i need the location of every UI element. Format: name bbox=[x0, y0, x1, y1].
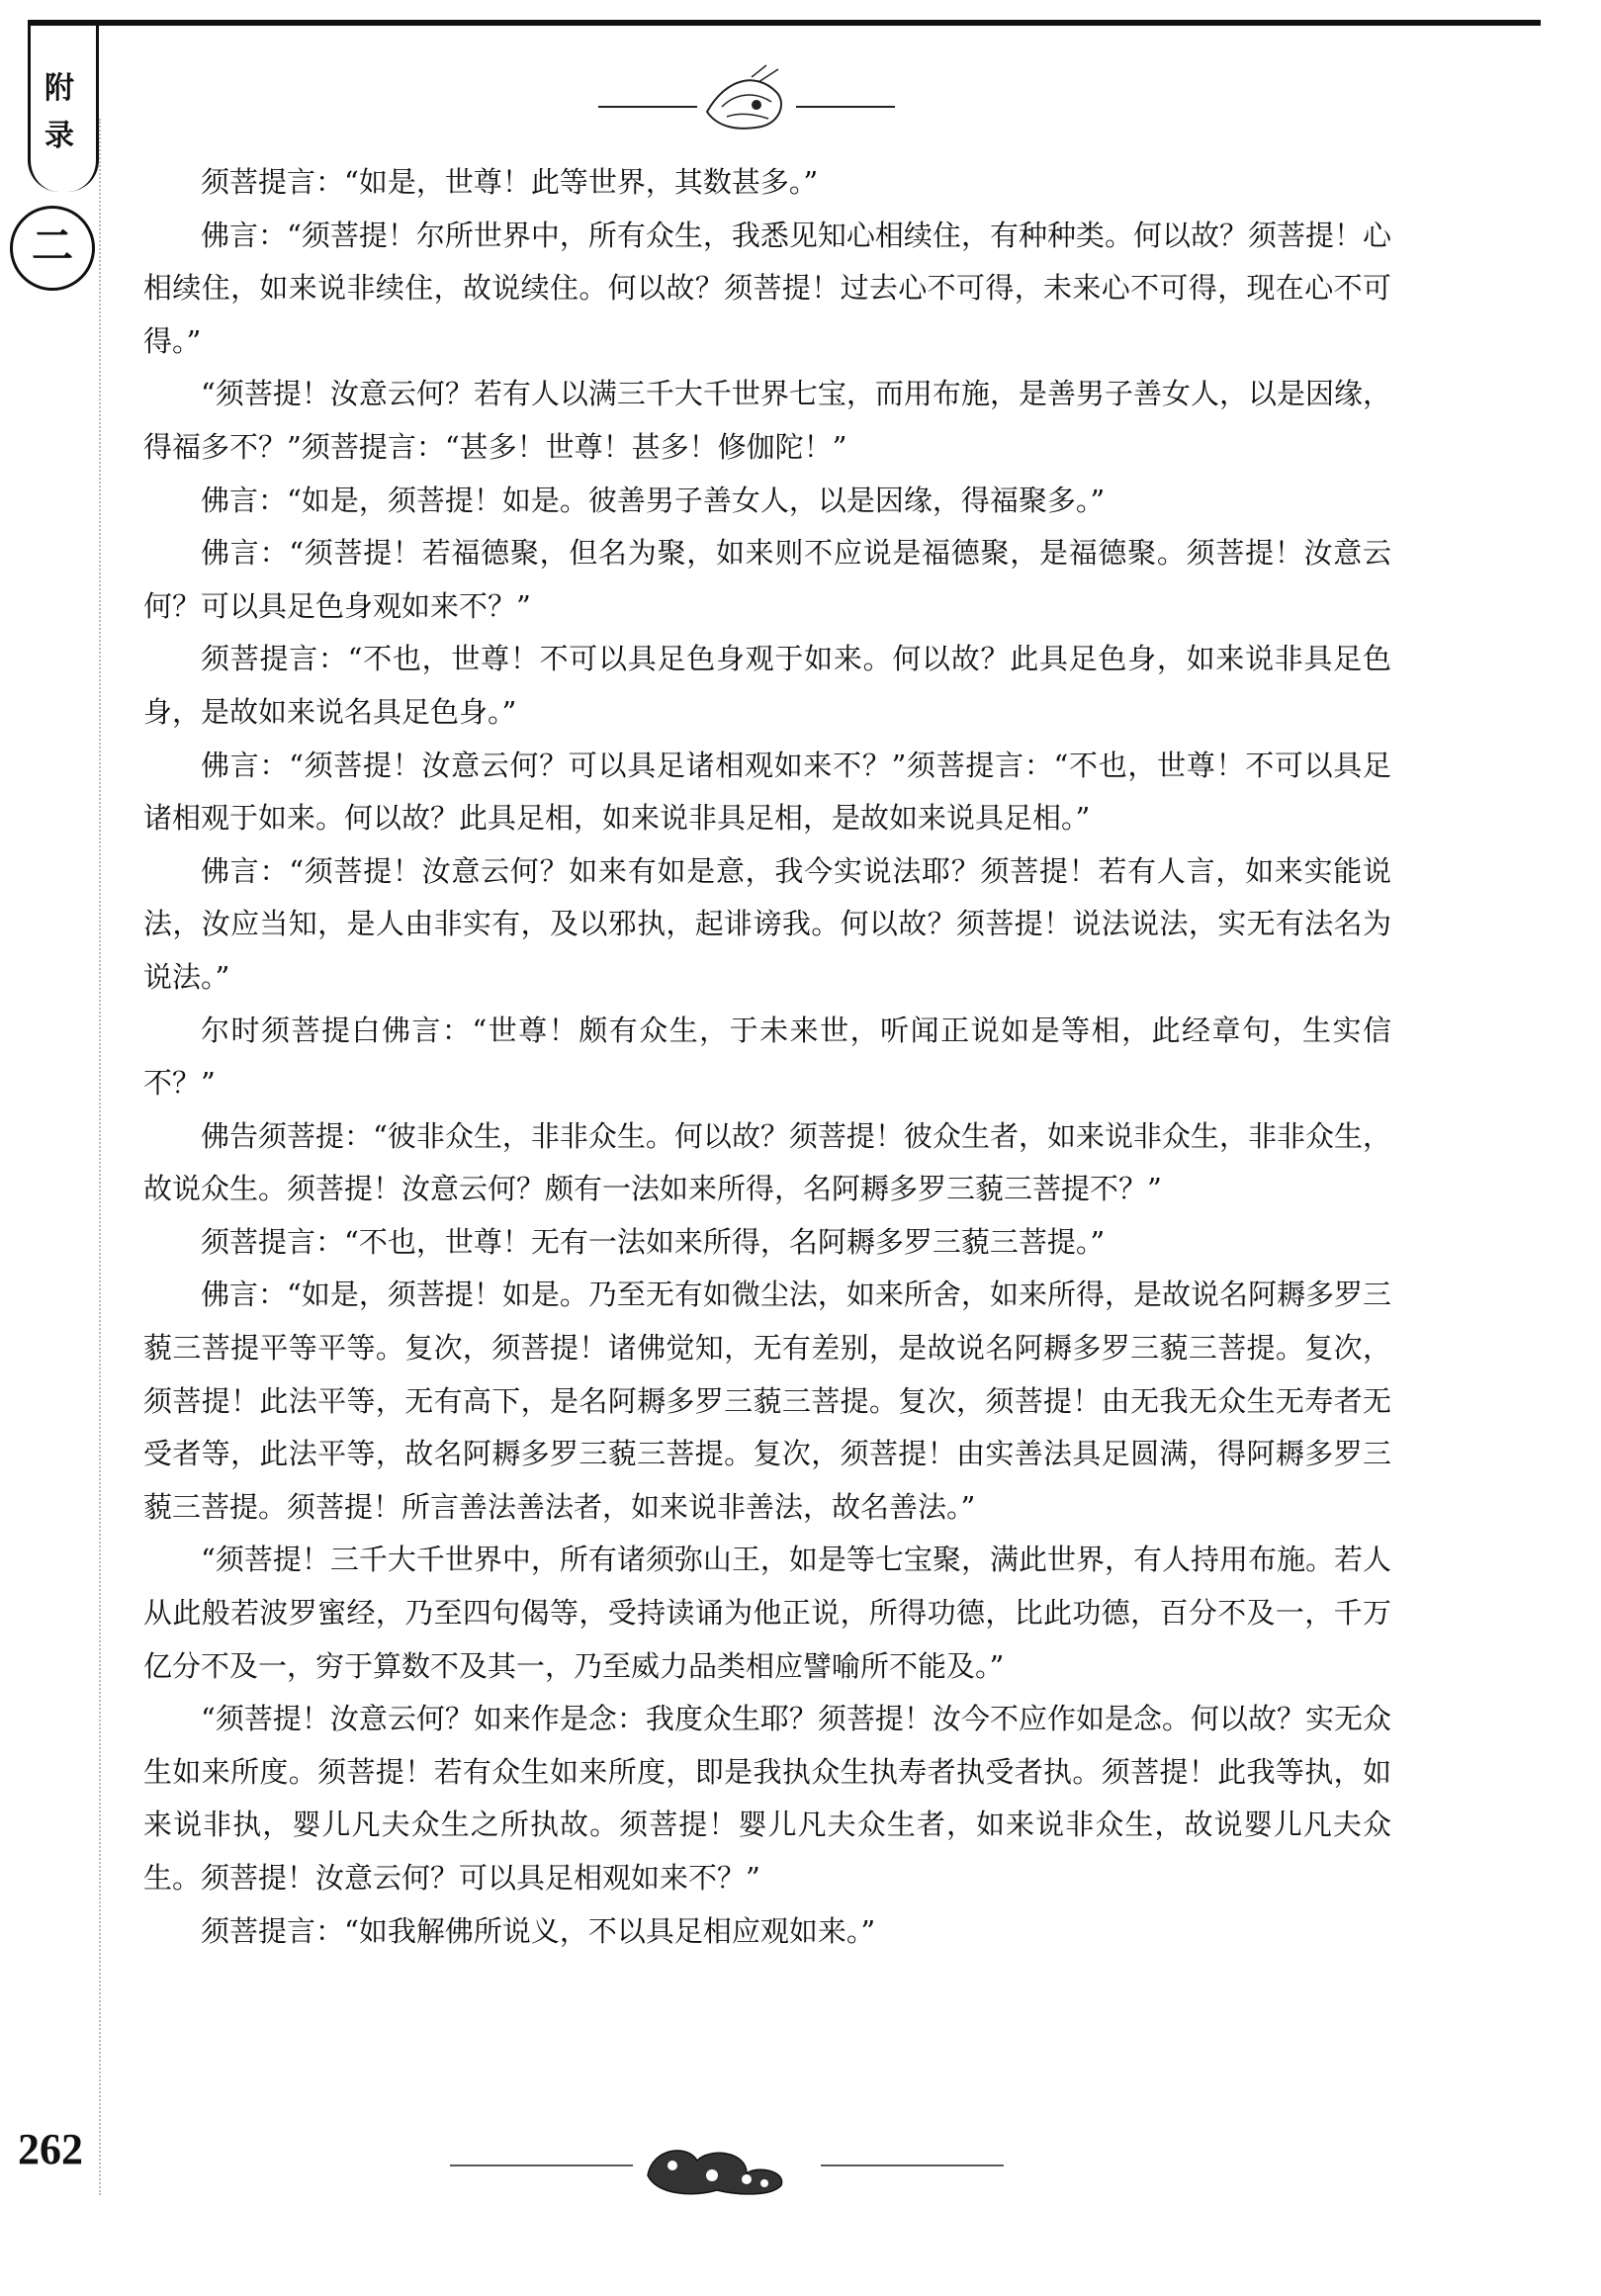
paragraph: 佛言：“须菩提！若福德聚，但名为聚，如来则不应说是福德聚，是福德聚。须菩提！汝意云何？可以具足色身观如来不？” bbox=[143, 536, 1391, 623]
paragraph: “须菩提！三千大千世界中，所有诸须弥山王，如是等七宝聚，满此世界，有人持用布施。若人从此般若波罗蜜经，乃至四句偈等，受持读诵为他正说，所得功德，比此功德，百分不及一，千万亿分不及一，穷于算数不及其一，乃至威力品类相应譬喻所不能及。” bbox=[143, 1543, 1391, 1683]
paragraph: 佛告须菩提：“彼非众生，非非众生。何以故？须菩提！彼众生者，如来说非众生，非非众生，故说众生。须菩提！汝意云何？颇有一法如来所得，名阿耨多罗三藐三菩提不？” bbox=[143, 1118, 1391, 1206]
side-tab-number: 二 bbox=[10, 206, 95, 291]
page-number: 262 bbox=[18, 2125, 83, 2173]
paragraph: 佛言：“须菩提！汝意云何？可以具足诸相观如来不？”须菩提言：“不也，世尊！不可以具足诸相观于如来。何以故？此具足相，如来说非具足相，是故如来说具足相。” bbox=[143, 748, 1391, 836]
paragraph: 须菩提言：“不也，世尊！无有一法如来所得，名阿耨多罗三藐三菩提。” bbox=[201, 1224, 1106, 1259]
paragraph: 佛言：“须菩提！尔所世界中，所有众生，我悉见知心相续住，有种种类。何以故？须菩提！心相续住，如来说非续住，故说续住。何以故？须菩提！过去心不可得，未来心不可得，现在心不可得。” bbox=[143, 218, 1391, 358]
paragraph: 佛言：“如是，须菩提！如是。乃至无有如微尘法，如来所舍，如来所得，是故说名阿耨多罗三藐三菩提平等平等。复次，须菩提！诸佛觉知，无有差别，是故说名阿耨多罗三藐三菩提。复次，须菩提！此法平等，无有高下，是名阿耨多罗三藐三菩提。复次，须菩提！由无我无众生无寿者无受者等，此法平等，故名阿耨多罗三藐三菩提。复次，须菩提！由实善法具足圆满，得阿耨多罗三藐三菩提。须菩提！所言善法善法者，如来说非善法，故名善法。” bbox=[143, 1278, 1391, 1524]
paragraph: “须菩提！汝意云何？如来作是念：我度众生耶？须菩提！汝今不应作如是念。何以故？实无众生如来所度。须菩提！若有众生如来所度，即是我执众生执寿者执受者执。须菩提！此我等执，如来说非执，婴儿凡夫众生之所执故。须菩提！婴儿凡夫众生者，如来说非众生，故说婴儿凡夫众生。须菩提！汝意云何？可以具足相观如来不？” bbox=[143, 1702, 1391, 1895]
side-tab-label: 附录 bbox=[44, 71, 74, 153]
paragraph: 佛言：“须菩提！汝意云何？如来有如是意，我今实说法耶？须菩提！若有人言，如来实能说法，汝应当知，是人由非实有，及以邪执，起诽谤我。何以故？须菩提！说法说法，实无有法名为说法。” bbox=[143, 853, 1391, 994]
margin-dotted-line bbox=[99, 119, 103, 2195]
paragraph: 佛言：“如是，须菩提！如是。彼善男子善女人，以是因缘，得福聚多。” bbox=[201, 483, 1106, 517]
header-rule bbox=[28, 20, 1541, 26]
paragraph: 须菩提言：“如我解佛所说义，不以具足相应观如来。” bbox=[201, 1913, 876, 1948]
section-side-tab bbox=[28, 26, 99, 192]
paragraph: “须菩提！汝意云何？若有人以满三千大千世界七宝，而用布施，是善男子善女人，以是因缘，得福多不？”须菩提言：“甚多！世尊！甚多！修伽陀！” bbox=[143, 377, 1391, 464]
paragraph: 须菩提言：“如是，世尊！此等世界，其数甚多。” bbox=[201, 165, 819, 199]
paragraph: 须菩提言：“不也，世尊！不可以具足色身观于如来。何以故？此具足色身，如来说非具足色身，是故如来说名具足色身。” bbox=[143, 642, 1391, 729]
body-text bbox=[143, 156, 1391, 1958]
paragraph: 尔时须菩提白佛言：“世尊！颇有众生，于未来世，听闻正说如是等相，此经章句，生实信不？” bbox=[143, 1013, 1391, 1101]
bottom-ornament-icon bbox=[450, 2136, 1004, 2205]
top-ornament-icon bbox=[588, 57, 905, 146]
